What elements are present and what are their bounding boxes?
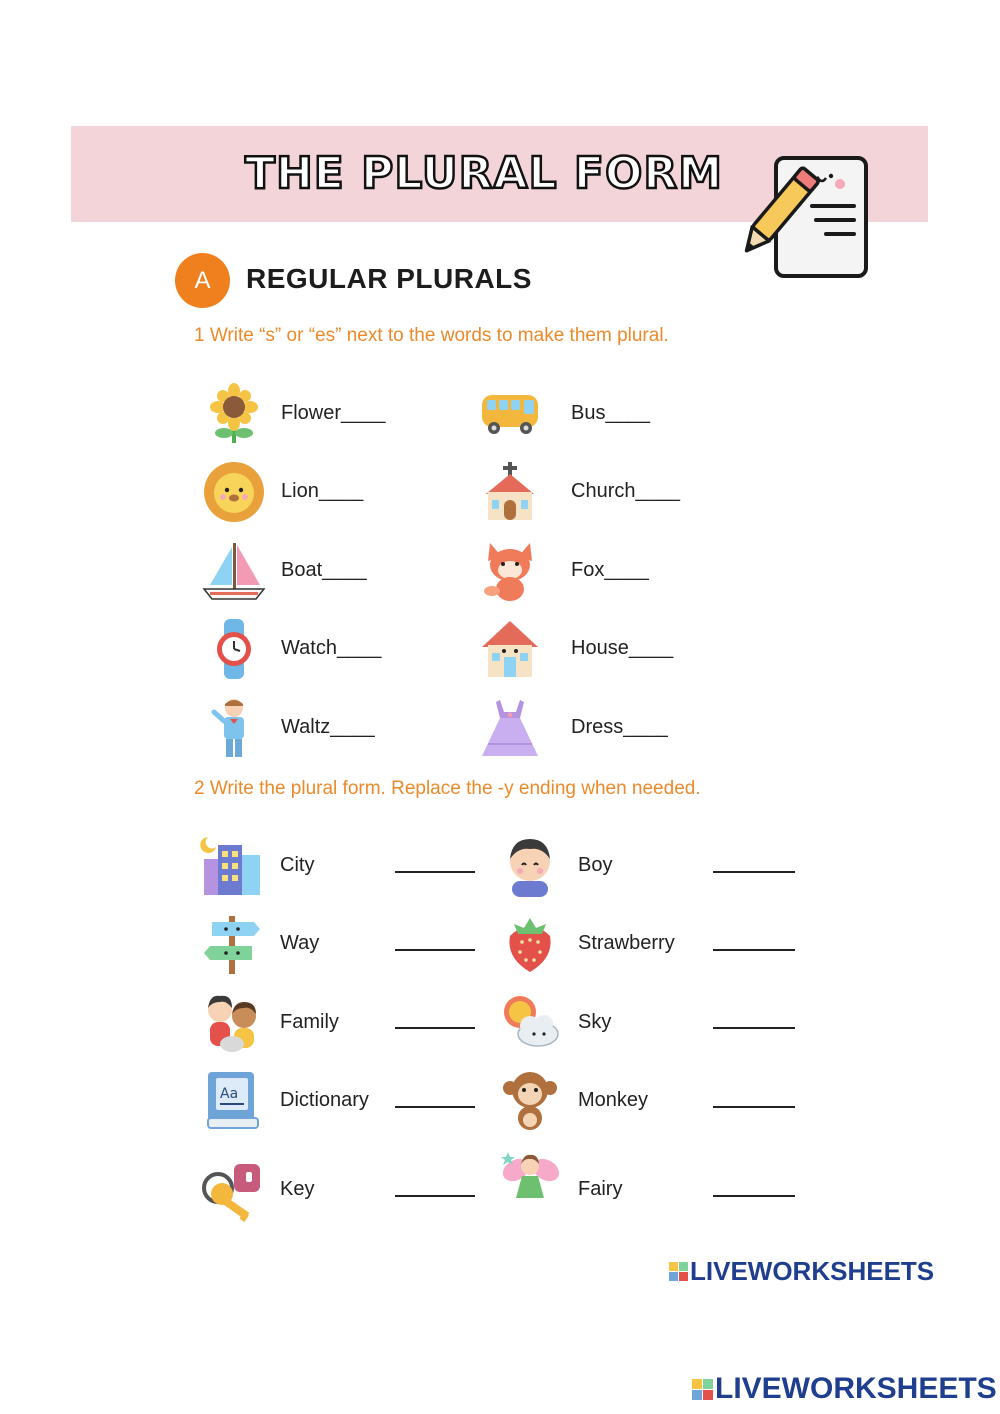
lion-icon bbox=[202, 460, 266, 524]
exercise-1-instruction: 1 Write “s” or “es” next to the words to make them plural. bbox=[194, 325, 669, 346]
signpost-icon bbox=[200, 912, 264, 976]
answer-line-monkey[interactable] bbox=[713, 1106, 795, 1108]
svg-text:Aa: Aa bbox=[220, 1086, 239, 1102]
exercise-2-instruction: 2 Write the plural form. Replace the -y ending when needed. bbox=[194, 778, 701, 799]
bus-icon bbox=[478, 381, 542, 445]
word-house: House____ bbox=[571, 637, 674, 659]
sunflower-icon bbox=[202, 381, 266, 445]
word-city: City bbox=[280, 854, 315, 876]
section-badge: A bbox=[175, 253, 230, 308]
page-title: THE PLURAL FORM bbox=[244, 148, 724, 199]
fox-icon bbox=[478, 539, 542, 603]
logo-text: LIVEWORKSHEETS bbox=[690, 1256, 935, 1286]
answer-line-family[interactable] bbox=[395, 1027, 475, 1029]
word-flower: Flower____ bbox=[281, 402, 386, 424]
notepad-pencil-icon bbox=[742, 150, 874, 282]
wristwatch-icon bbox=[202, 617, 266, 681]
word-fairy: Fairy bbox=[578, 1178, 623, 1200]
logo-mark-icon bbox=[692, 1379, 713, 1400]
house-icon bbox=[478, 617, 542, 681]
word-bus: Bus____ bbox=[571, 402, 650, 424]
city-icon bbox=[200, 833, 264, 897]
word-monkey: Monkey bbox=[578, 1089, 649, 1111]
word-boy: Boy bbox=[578, 854, 613, 876]
word-lion: Lion____ bbox=[281, 480, 364, 502]
church-icon bbox=[478, 460, 542, 524]
word-sky: Sky bbox=[578, 1011, 612, 1033]
logo-mark-icon bbox=[669, 1262, 688, 1281]
monkey-icon bbox=[498, 1068, 562, 1132]
answer-line-fairy[interactable] bbox=[713, 1195, 795, 1197]
dictionary-icon bbox=[200, 1068, 264, 1132]
sun-cloud-icon bbox=[498, 990, 562, 1054]
answer-line-key[interactable] bbox=[395, 1195, 475, 1197]
strawberry-icon bbox=[498, 912, 562, 976]
key-icon bbox=[200, 1160, 264, 1224]
word-waltz: Waltz____ bbox=[281, 716, 375, 738]
logo-text: LIVEWORKSHEETS bbox=[715, 1372, 997, 1405]
word-key: Key bbox=[280, 1178, 315, 1200]
dancer-icon bbox=[202, 696, 266, 760]
sailboat-icon bbox=[202, 539, 266, 603]
word-dictionary: Dictionary bbox=[280, 1089, 369, 1111]
liveworksheets-logo-bottom bbox=[692, 1372, 997, 1406]
word-church: Church____ bbox=[571, 480, 680, 502]
word-fox: Fox____ bbox=[571, 559, 649, 581]
section-title: REGULAR PLURALS bbox=[246, 263, 532, 294]
word-boat: Boat____ bbox=[281, 559, 367, 581]
answer-line-way[interactable] bbox=[395, 949, 475, 951]
word-dress: Dress____ bbox=[571, 716, 668, 738]
fairy-icon bbox=[498, 1146, 562, 1210]
answer-line-strawberry[interactable] bbox=[713, 949, 795, 951]
boy-icon bbox=[498, 833, 562, 897]
word-family: Family bbox=[280, 1011, 339, 1033]
answer-line-city[interactable] bbox=[395, 871, 475, 873]
word-watch: Watch____ bbox=[281, 637, 382, 659]
dress-icon bbox=[478, 696, 542, 760]
liveworksheets-logo-inner bbox=[669, 1256, 934, 1287]
word-way: Way bbox=[280, 932, 320, 954]
answer-line-boy[interactable] bbox=[713, 871, 795, 873]
family-icon bbox=[200, 990, 264, 1054]
word-strawberry: Strawberry bbox=[578, 932, 675, 954]
answer-line-dictionary[interactable] bbox=[395, 1106, 475, 1108]
answer-line-sky[interactable] bbox=[713, 1027, 795, 1029]
